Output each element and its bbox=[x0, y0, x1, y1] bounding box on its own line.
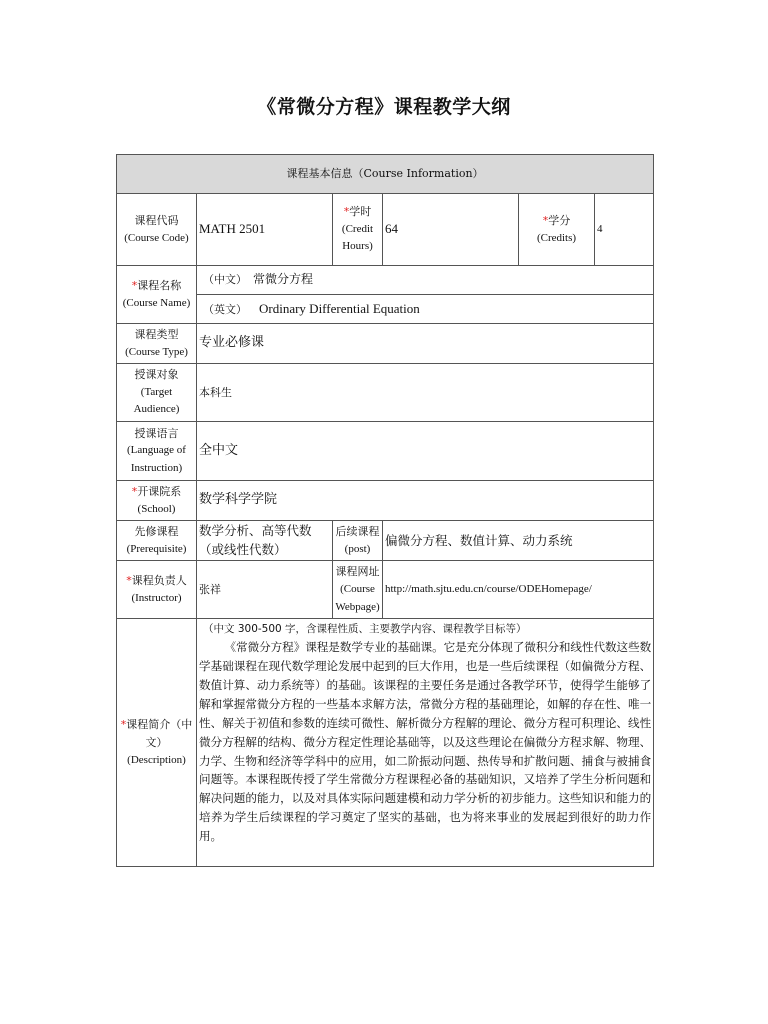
webpage-label: 课程网址 (Course Webpage) bbox=[333, 561, 383, 619]
course-type-label: 课程类型 (Course Type) bbox=[117, 324, 197, 364]
description-label: *课程简介（中文） (Description) bbox=[117, 619, 197, 867]
course-webpage-link[interactable]: http://math.sjtu.edu.cn/course/ODEHomepage/ bbox=[383, 561, 654, 619]
course-info-table bbox=[116, 154, 654, 867]
course-name-en: （英文） Ordinary Differential Equation bbox=[197, 295, 654, 324]
course-name-label: *课程名称 (Course Name) bbox=[117, 266, 197, 324]
hours-value: 64 bbox=[383, 194, 519, 266]
post-value: 偏微分方程、数值计算、动力系统 bbox=[383, 521, 654, 561]
hours-label: *学时 (Credit Hours) bbox=[333, 194, 383, 266]
course-code-value: MATH 2501 bbox=[197, 194, 333, 266]
post-label: 后续课程 (post) bbox=[333, 521, 383, 561]
language-value: 全中文 bbox=[197, 421, 654, 480]
credits-value: 4 bbox=[595, 194, 654, 266]
audience-label: 授课对象 (Target Audience) bbox=[117, 364, 197, 422]
school-value: 数学科学学院 bbox=[197, 480, 654, 520]
audience-value: 本科生 bbox=[197, 364, 654, 422]
credits-label: *学分 (Credits) bbox=[519, 194, 595, 266]
page-title: 《常微分方程》课程教学大纲 bbox=[257, 96, 511, 118]
description-hint: （中文 300-500 字，含课程性质、主要教学内容、课程教学目标等） bbox=[203, 623, 527, 636]
description-body: 《常微分方程》课程是数学专业的基础课。它是充分体现了微积分和线性代数这些数学基础课程在现代数学理论发展中起到的巨大作用，也是一些后续课程（如偏微分方程、数值计算、动力系统等）的基础。该课程的主要任务是通过各教学环节，使得学生能够了解和掌握常微分方程的一些基本求解方法，常微分方程的基础理论，如解的存在性、唯一性、解关于初值和参数的连续可微性、解析微分方程解的理论、微分方程可积理论、线性微分方程解的结构、微分方程定性理论基础等，以及这些理论在偏微分方程求解、物理、力学、生物和经济等学科中的应用，如二阶振动问题、热传导和扩散问题、捕食与被捕食问题等。本课程既传授了学生常微分方程课程必备的基础知识，又培养了学生分析问题和解决问题的能力，以及对具体实际问题建模和动力学分析的初步能力。这些知识和能力的培养为学生后续课程的学习奠定了坚实的基础，也为将来事业的发展起到很好的助力作用。 bbox=[199, 640, 652, 844]
prerequisite-value: 数学分析、高等代数（或线性代数） bbox=[197, 521, 333, 561]
course-code-label: 课程代码 (Course Code) bbox=[117, 194, 197, 266]
instructor-label: *课程负责人 (Instructor) bbox=[117, 561, 197, 619]
language-label: 授课语言 (Language of Instruction) bbox=[117, 421, 197, 480]
table-header: 课程基本信息（Course Information） bbox=[117, 155, 654, 194]
course-type-value: 专业必修课 bbox=[197, 324, 654, 364]
instructor-value: 张祥 bbox=[197, 561, 333, 619]
description-cell bbox=[197, 619, 654, 867]
course-name-zh: （中文） 常微分方程 bbox=[197, 266, 654, 295]
school-label: *开课院系 (School) bbox=[117, 480, 197, 520]
prerequisite-label: 先修课程 (Prerequisite) bbox=[117, 521, 197, 561]
